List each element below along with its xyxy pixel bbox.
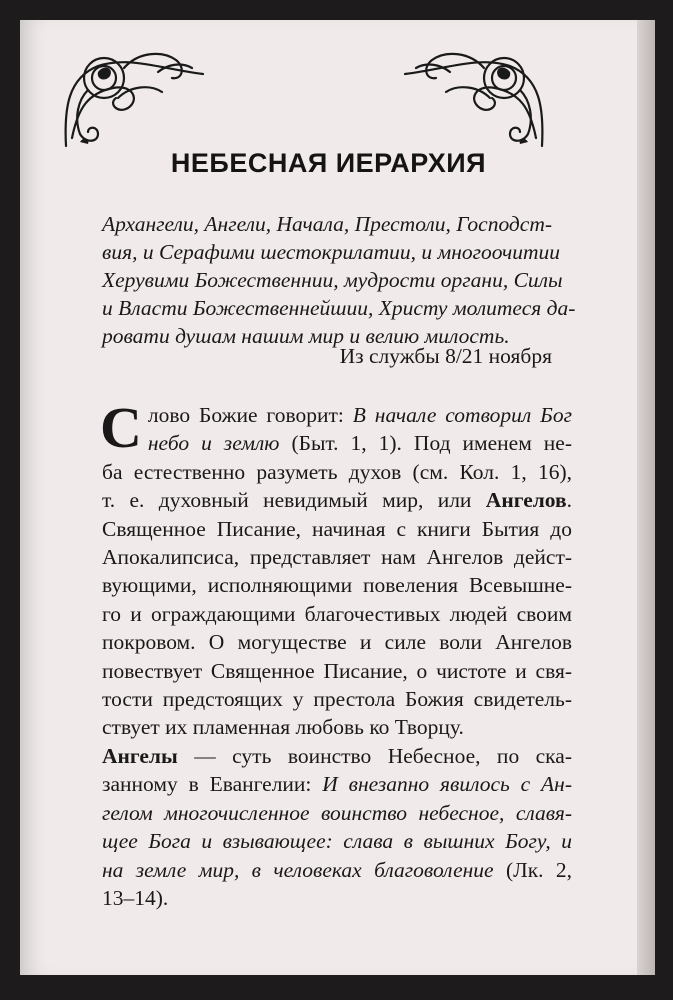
text-line: [102, 486, 572, 514]
text-line: [102, 742, 572, 770]
page-edge: [637, 20, 655, 975]
text-line: Священное Писание, начиная с книги Бытия до: [102, 516, 572, 541]
text-line: вующими, исполняющими повеления Всевышне-: [102, 573, 572, 598]
text-line: ствует их пламенная любовь ко Творцу.: [102, 715, 464, 740]
text-line: [102, 770, 572, 798]
drop-cap: С: [100, 395, 142, 460]
epigraph-line: Херувими Божественнии, мудрости органи, Силы: [102, 268, 563, 292]
epigraph-line: вия, и Серафими шестокрилатии, и многоочитии: [102, 240, 560, 264]
epigraph: [102, 210, 576, 350]
text-run: (Быт. 1, 1). Под именем не-: [279, 431, 572, 456]
text-line: [102, 856, 572, 884]
epigraph-line: Архангели, Ангели, Начала, Престоли, Господст-: [102, 212, 553, 236]
text-line: Апокалипсиса, представляет нам Ангелов дейст-: [102, 545, 572, 570]
text-line: щее Бога и взывающее: слава в вышних Богу, и: [102, 829, 572, 854]
text-line: 13–14).: [102, 885, 169, 910]
page-title: НЕБЕСНАЯ ИЕРАРХИЯ: [170, 148, 487, 178]
text-line: го и ограждающими благочестивых людей своим: [102, 601, 572, 626]
text-line: [102, 429, 572, 457]
text-run: (Лк. 2,: [493, 857, 573, 882]
text-line: повествует Священное Писание, о чистоте и свя-: [102, 658, 572, 683]
text-line: ба естественно разуметь духов (см. Кол. 1, 16),: [102, 459, 572, 484]
text-run: т. е. духовный невидимый мир, или: [102, 488, 486, 513]
text-line: тости предстоящих у престола Божия свидетель-: [102, 687, 572, 712]
quote-run: на земле мир, в человеках благоволение: [102, 857, 494, 882]
text-run: — суть воинство Небесное, по ска-: [177, 743, 572, 768]
text-run: лово Божие говорит:: [147, 403, 353, 427]
text-line: покровом. О могуществе и силе воли Ангелов: [102, 630, 572, 655]
epigraph-line: и Власти Божественнейшии, Христу молитеся да-: [102, 296, 576, 320]
text-run: занному в Евангелии:: [102, 772, 323, 797]
epigraph-source: Из службы 8/21 ноября: [339, 344, 552, 368]
text-run: .: [566, 488, 572, 513]
floral-scroll-ornament-icon: [400, 38, 550, 148]
quote-run: И внезапно явилось с Ан-: [322, 772, 572, 797]
quote-run: В начале сотворил Бог: [352, 403, 572, 427]
text-line: гелом многочисленное воинство небесное, славя-: [102, 800, 572, 825]
epigraph-line: ровати душам нашим мир и велию милость.: [102, 324, 510, 348]
body-text: [100, 395, 573, 912]
floral-scroll-ornament-icon: [58, 38, 208, 148]
bold-term: Ангелы: [102, 743, 178, 768]
bold-term: Ангелов: [485, 488, 567, 513]
text-line: [102, 401, 572, 429]
quote-run: небо и землю: [147, 431, 280, 456]
